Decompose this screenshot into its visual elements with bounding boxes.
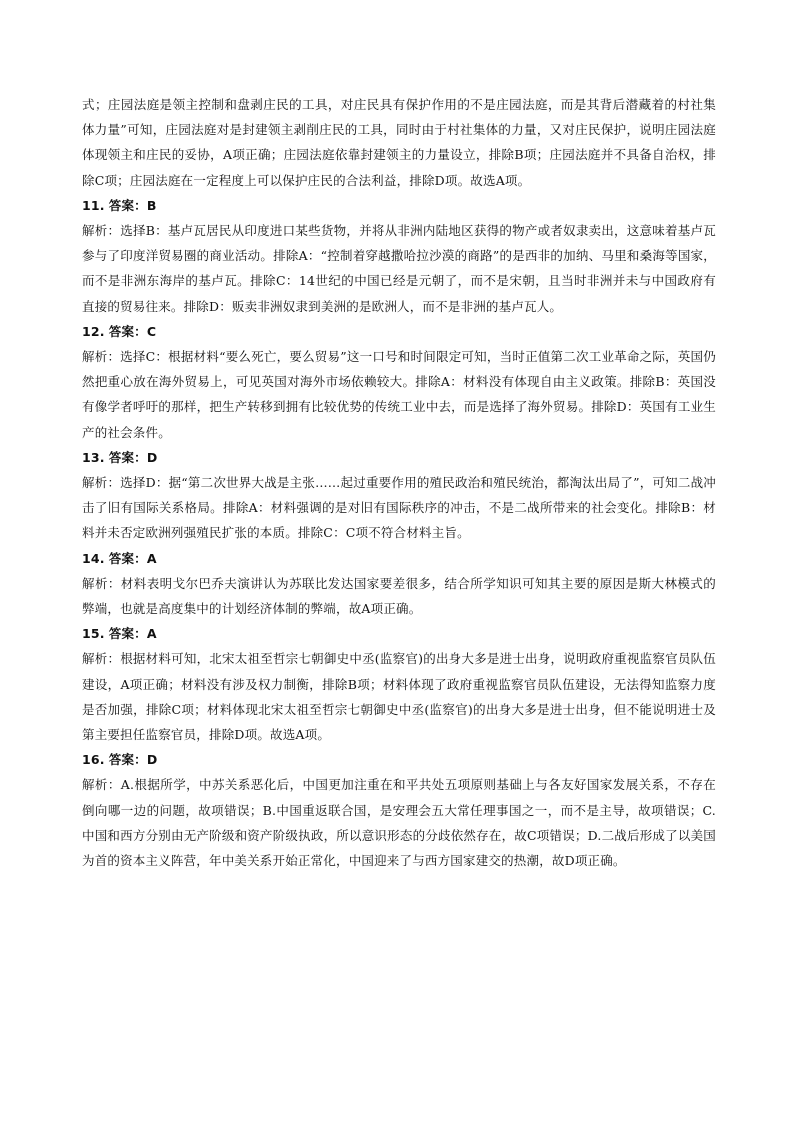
explanation-text: 解析：选择C：根据材料“要么死亡，要么贸易”这一口号和时间限定可知，当时正值第二次工业革命之际，英国仍然把重心放在海外贸易上，可见英国对海外市场依赖较大。排除A：材料没有体现自由主义政策。排除B：英国没有像学者呼吁的那样，把生产转移到拥有比较优势的传统工业中去，而是选择了海外贸易。排除D：英国有工业生产的社会条件。 — [82, 349, 716, 440]
answer-item-14 — [82, 546, 716, 622]
question-number: 13. — [82, 449, 105, 465]
question-number: 15. — [82, 626, 105, 642]
intro-paragraph: 式；庄园法庭是领主控制和盘剥庄民的工具，对庄民具有保护作用的不是庄园法庭，而是其背后潜藏着的村社集体力量”可知，庄园法庭对是封建领主剥削庄民的工具，同时由于村社集体的力量，又对庄民保护，说明庄园法庭体现领主和庄民的妥协，A项正确；庄园法庭依靠封建领主的力量设立，排除B项；庄园法庭并不具备自治权，排除C项；庄园法庭在一定程度上可以保护庄民的合法利益，排除D项。故选A项。 — [82, 97, 716, 188]
answer-label: 答案：A — [108, 550, 157, 566]
question-number: 14. — [82, 550, 105, 566]
answer-item-12 — [82, 319, 716, 445]
explanation-text: 解析：选择D：据“第二次世界大战是主张……起过重要作用的殖民政治和殖民统治，都淘汰出局了”，可知二战冲击了旧有国际关系格局。排除A：材料强调的是对旧有国际秩序的冲击，不是二战所带来的社会变化。排除B：材料并未否定欧洲列强殖民扩张的本质。排除C：C项不符合材料主旨。 — [82, 475, 716, 541]
answer-explanations — [82, 92, 716, 873]
answer-item-11 — [82, 193, 716, 319]
answer-label: 答案：D — [108, 752, 158, 768]
answer-heading — [82, 445, 716, 470]
explanation-text: 解析：材料表明戈尔巴乔夫演讲认为苏联比发达国家要差很多，结合所学知识可知其主要的原因是斯大林模式的弊端，也就是高度集中的计划经济体制的弊端，故A项正确。 — [82, 575, 716, 617]
answer-item-16 — [82, 747, 716, 873]
explanation-text: 解析：选择B：基卢瓦居民从印度进口某些货物，并将从非洲内陆地区获得的物产或者奴隶卖出，这意味着基卢瓦参与了印度洋贸易圈的商业活动。排除A：“控制着穿越撒哈拉沙漠的商路”的是西非的加纳、马里和桑海等国家，而不是非洲东海岸的基卢瓦。排除C：14世纪的中国已经是元朝了，而不是宋朝，且当时非洲并未与中国政府有直接的贸易往来。排除D：贩卖非洲奴隶到美洲的是欧洲人，而不是非洲的基卢瓦人。 — [82, 223, 716, 314]
answer-heading — [82, 747, 716, 772]
question-number: 12. — [82, 323, 105, 339]
question-number: 11. — [82, 197, 105, 213]
explanation-text: 解析：根据材料可知，北宋太祖至哲宗七朝御史中丞(监察官)的出身大多是进士出身，说明政府重视监察官员队伍建设，A项正确；材料没有涉及权力制衡，排除B项；材料体现了政府重视监察官员队伍建设，无法得知监察力度是否加强，排除C项；材料体现北宋太祖至哲宗七朝御史中丞(监察官)的出身大多是进士出身，但不能说明进士及第主要担任监察官员，排除D项。故选A项。 — [82, 651, 716, 743]
question-number: 16. — [82, 752, 105, 768]
answer-heading — [82, 193, 716, 218]
answer-label: 答案：B — [108, 197, 157, 213]
answer-heading — [82, 319, 716, 344]
answer-item-15 — [82, 621, 716, 747]
answer-label: 答案：C — [108, 323, 157, 339]
answer-heading — [82, 546, 716, 571]
answer-label: 答案：A — [108, 626, 157, 642]
answer-label: 答案：D — [108, 449, 158, 465]
answer-heading — [82, 621, 716, 646]
explanation-text: 解析：A.根据所学，中苏关系恶化后，中国更加注重在和平共处五项原则基础上与各友好国家发展关系，不存在倒向哪一边的问题，故项错误；B.中国重返联合国，是安理会五大常任理事国之一，而不是主导，故项错误；C.中国和西方分别由无产阶级和资产阶级执政，所以意识形态的分歧依然存在，故C项错误；D.二战后形成了以美国为首的资本主义阵营，年中美关系开始正常化，中国迎来了与西方国家建交的热潮，故D项正确。 — [82, 777, 716, 869]
answer-item-13 — [82, 445, 716, 546]
